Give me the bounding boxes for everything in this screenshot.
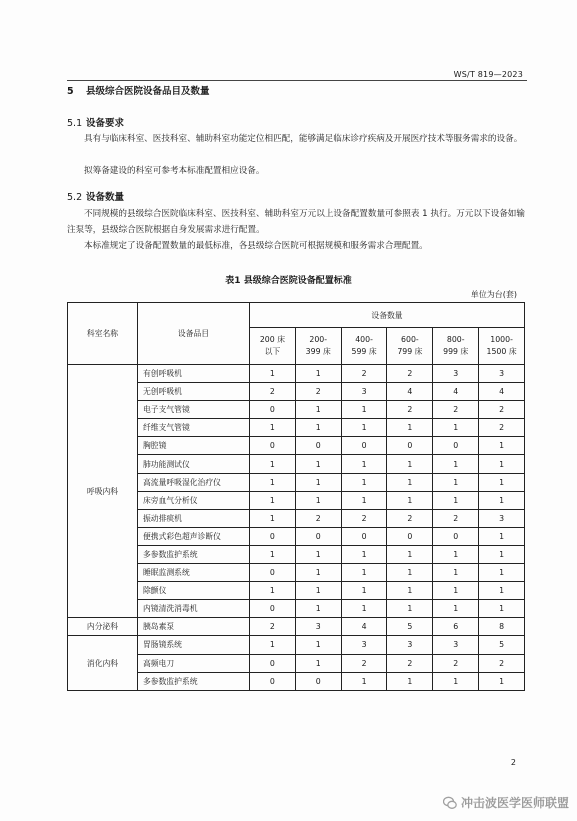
quantity-cell: 3 <box>341 383 387 401</box>
watermark-text: 冲击波医学医师联盟 <box>460 796 569 810</box>
section-5-heading <box>67 83 210 97</box>
section-number: 5.2 <box>67 192 83 203</box>
equipment-cell: 多参数监护系统 <box>138 672 250 690</box>
quantity-cell: 4 <box>479 383 525 401</box>
quantity-cell: 4 <box>387 383 433 401</box>
quantity-cell: 0 <box>250 564 296 582</box>
quantity-cell: 1 <box>433 419 479 437</box>
table-unit: 单位为台(套) <box>470 290 517 299</box>
quantity-cell: 1 <box>479 582 525 600</box>
bed-size-line: 600- <box>401 335 419 344</box>
quantity-cell: 1 <box>295 545 341 563</box>
quantity-cell: 1 <box>341 672 387 690</box>
department-cell: 呼吸内科 <box>68 365 138 618</box>
equipment-cell: 除颤仪 <box>138 582 250 600</box>
equipment-cell: 有创呼吸机 <box>138 365 250 383</box>
quantity-cell: 2 <box>250 383 296 401</box>
quantity-cell: 1 <box>250 491 296 509</box>
quantity-cell: 1 <box>387 473 433 491</box>
equipment-cell: 高频电刀 <box>138 654 250 672</box>
section-title: 设备数量 <box>86 192 125 203</box>
quantity-cell: 1 <box>479 527 525 545</box>
equipment-cell: 内镜清洗消毒机 <box>138 600 250 618</box>
quantity-cell: 3 <box>479 509 525 527</box>
quantity-cell: 0 <box>433 527 479 545</box>
quantity-cell: 1 <box>387 672 433 690</box>
equipment-cell: 电子支气管镜 <box>138 401 250 419</box>
quantity-cell: 1 <box>387 419 433 437</box>
bed-size-line: 以下 <box>264 347 281 356</box>
table-row <box>68 618 525 636</box>
quantity-cell: 1 <box>295 600 341 618</box>
quantity-cell: 3 <box>479 365 525 383</box>
paragraph: 具有与临床科室、医技科室、辅助科室功能定位相匹配，能够满足临床诊疗疾病及开展医疗技术等服务需求的设备。 <box>84 134 523 144</box>
watermark <box>443 794 569 811</box>
quantity-cell: 3 <box>433 636 479 654</box>
quantity-cell: 1 <box>250 473 296 491</box>
quantity-cell: 2 <box>387 509 433 527</box>
paragraph: 本标准规定了设备配置数量的最低标准，各县级综合医院可根据规模和服务需求合理配置。 <box>84 241 428 251</box>
bed-size-line: 399 床 <box>305 347 331 356</box>
department-cell: 内分泌科 <box>68 618 138 636</box>
quantity-cell: 2 <box>433 509 479 527</box>
quantity-cell: 2 <box>341 654 387 672</box>
quantity-cell: 1 <box>250 636 296 654</box>
bed-size-line: 799 床 <box>397 347 423 356</box>
equipment-cell: 纤维支气管镜 <box>138 419 250 437</box>
quantity-cell: 1 <box>341 564 387 582</box>
quantity-cell: 1 <box>341 491 387 509</box>
quantity-cell: 3 <box>433 365 479 383</box>
equipment-table <box>67 302 525 691</box>
quantity-cell: 1 <box>433 564 479 582</box>
quantity-cell: 0 <box>250 672 296 690</box>
quantity-cell: 2 <box>295 509 341 527</box>
equipment-cell: 胰岛素泵 <box>138 618 250 636</box>
quantity-cell: 4 <box>341 618 387 636</box>
quantity-cell: 5 <box>387 618 433 636</box>
quantity-cell: 1 <box>295 365 341 383</box>
quantity-cell: 1 <box>250 509 296 527</box>
quantity-cell: 1 <box>341 473 387 491</box>
quantity-cell: 1 <box>433 672 479 690</box>
bed-size-line: 599 床 <box>351 347 377 356</box>
equipment-cell: 多参数监护系统 <box>138 545 250 563</box>
quantity-cell: 0 <box>433 437 479 455</box>
bed-size-header <box>433 328 479 365</box>
quantity-cell: 1 <box>341 455 387 473</box>
column-header: 设备品目 <box>138 303 250 365</box>
quantity-cell: 1 <box>250 365 296 383</box>
quantity-cell: 1 <box>479 545 525 563</box>
quantity-cell: 3 <box>341 636 387 654</box>
quantity-cell: 1 <box>433 582 479 600</box>
quantity-cell: 1 <box>250 419 296 437</box>
quantity-cell: 0 <box>341 527 387 545</box>
quantity-cell: 2 <box>341 509 387 527</box>
quantity-cell: 1 <box>433 545 479 563</box>
quantity-cell: 1 <box>387 600 433 618</box>
table-header-row <box>68 303 525 328</box>
quantity-cell: 1 <box>295 455 341 473</box>
bed-size-line: 999 床 <box>443 347 469 356</box>
section-5-2-heading <box>67 189 124 203</box>
equipment-cell: 肺功能测试仪 <box>138 455 250 473</box>
quantity-cell: 1 <box>295 491 341 509</box>
quantity-cell: 1 <box>387 455 433 473</box>
quantity-cell: 1 <box>341 401 387 419</box>
quantity-cell: 1 <box>387 582 433 600</box>
quantity-cell: 1 <box>479 564 525 582</box>
quantity-cell: 2 <box>341 365 387 383</box>
quantity-cell: 1 <box>433 600 479 618</box>
bed-size-header <box>250 328 296 365</box>
quantity-cell: 1 <box>341 545 387 563</box>
section-number: 5.1 <box>67 118 83 129</box>
quantity-cell: 0 <box>295 672 341 690</box>
quantity-cell: 1 <box>295 473 341 491</box>
section-title: 县级综合医院设备品目及数量 <box>86 86 210 97</box>
wechat-icon <box>443 796 457 810</box>
quantity-cell: 1 <box>250 545 296 563</box>
quantity-cell: 1 <box>479 672 525 690</box>
bed-size-line: 1000- <box>490 335 513 344</box>
quantity-cell: 1 <box>433 455 479 473</box>
quantity-cell: 1 <box>479 437 525 455</box>
equipment-cell: 胃肠镜系统 <box>138 636 250 654</box>
quantity-cell: 4 <box>433 383 479 401</box>
quantity-cell: 1 <box>341 582 387 600</box>
quantity-cell: 1 <box>387 545 433 563</box>
paragraph: 拟筹备建设的科室可参考本标准配置相应设备。 <box>84 166 265 176</box>
equipment-cell: 睡眠监测系统 <box>138 564 250 582</box>
quantity-cell: 0 <box>250 527 296 545</box>
table-row <box>68 636 525 654</box>
quantity-cell: 1 <box>295 564 341 582</box>
equipment-cell: 无创呼吸机 <box>138 383 250 401</box>
bed-size-line: 800- <box>446 335 465 344</box>
section-title: 设备要求 <box>86 118 125 129</box>
quantity-cell: 1 <box>295 401 341 419</box>
quantity-cell: 3 <box>295 618 341 636</box>
quantity-cell: 1 <box>387 564 433 582</box>
bed-size-header <box>295 328 341 365</box>
quantity-cell: 1 <box>341 419 387 437</box>
bed-size-line: 200 床 <box>259 335 285 344</box>
quantity-cell: 1 <box>341 600 387 618</box>
quantity-cell: 2 <box>479 654 525 672</box>
quantity-cell: 1 <box>479 491 525 509</box>
table-title: 表1 县级综合医院设备配置标准 <box>225 276 352 286</box>
quantity-cell: 0 <box>295 527 341 545</box>
quantity-cell: 1 <box>479 455 525 473</box>
equipment-cell: 振动排痰机 <box>138 509 250 527</box>
quantity-cell: 2 <box>479 419 525 437</box>
quantity-cell: 2 <box>387 654 433 672</box>
section-number: 5 <box>67 86 74 97</box>
quantity-cell: 1 <box>295 419 341 437</box>
quantity-cell: 1 <box>295 636 341 654</box>
equipment-cell: 胸腔镜 <box>138 437 250 455</box>
section-5-1-heading <box>67 115 124 129</box>
quantity-cell: 0 <box>387 527 433 545</box>
quantity-cell: 0 <box>250 600 296 618</box>
bed-size-header <box>387 328 433 365</box>
paragraph: 不同规模的县级综合医院临床科室、医技科室、辅助科室万元以上设备配置数量可参照表 1 执行。万元以下设备如输注泵等，县级综合医院根据自身发展需求进行配置。 <box>67 209 525 235</box>
quantity-cell: 0 <box>250 654 296 672</box>
quantity-cell: 1 <box>295 582 341 600</box>
quantity-cell: 6 <box>433 618 479 636</box>
quantity-cell: 1 <box>433 473 479 491</box>
column-header: 科室名称 <box>68 303 138 365</box>
quantity-cell: 5 <box>479 636 525 654</box>
bed-size-line: 200- <box>309 335 328 344</box>
equipment-cell: 高流量呼吸湿化治疗仪 <box>138 473 250 491</box>
quantity-cell: 2 <box>387 401 433 419</box>
department-cell: 消化内科 <box>68 636 138 690</box>
quantity-cell: 1 <box>387 491 433 509</box>
quantity-cell: 8 <box>479 618 525 636</box>
quantity-cell: 2 <box>295 383 341 401</box>
header-rule <box>67 80 527 81</box>
bed-size-line: 1500 床 <box>486 347 517 356</box>
quantity-cell: 1 <box>295 654 341 672</box>
bed-size-header <box>341 328 387 365</box>
column-header: 设备数量 <box>250 303 525 328</box>
page-number: 2 <box>510 758 516 767</box>
quantity-cell: 1 <box>250 582 296 600</box>
quantity-cell: 2 <box>250 618 296 636</box>
standard-code: WS/T 819—2023 <box>453 70 523 79</box>
quantity-cell: 0 <box>250 401 296 419</box>
bed-size-header <box>479 328 525 365</box>
quantity-cell: 3 <box>387 636 433 654</box>
quantity-cell: 0 <box>341 437 387 455</box>
quantity-cell: 2 <box>387 365 433 383</box>
quantity-cell: 1 <box>479 600 525 618</box>
quantity-cell: 2 <box>433 654 479 672</box>
bed-size-line: 400- <box>355 335 373 344</box>
quantity-cell: 1 <box>433 491 479 509</box>
equipment-cell: 便携式彩色超声诊断仪 <box>138 527 250 545</box>
quantity-cell: 1 <box>250 455 296 473</box>
equipment-cell: 床旁血气分析仪 <box>138 491 250 509</box>
quantity-cell: 0 <box>295 437 341 455</box>
quantity-cell: 1 <box>479 473 525 491</box>
quantity-cell: 0 <box>387 437 433 455</box>
table-row <box>68 365 525 383</box>
quantity-cell: 2 <box>433 401 479 419</box>
quantity-cell: 2 <box>479 401 525 419</box>
quantity-cell: 0 <box>250 437 296 455</box>
